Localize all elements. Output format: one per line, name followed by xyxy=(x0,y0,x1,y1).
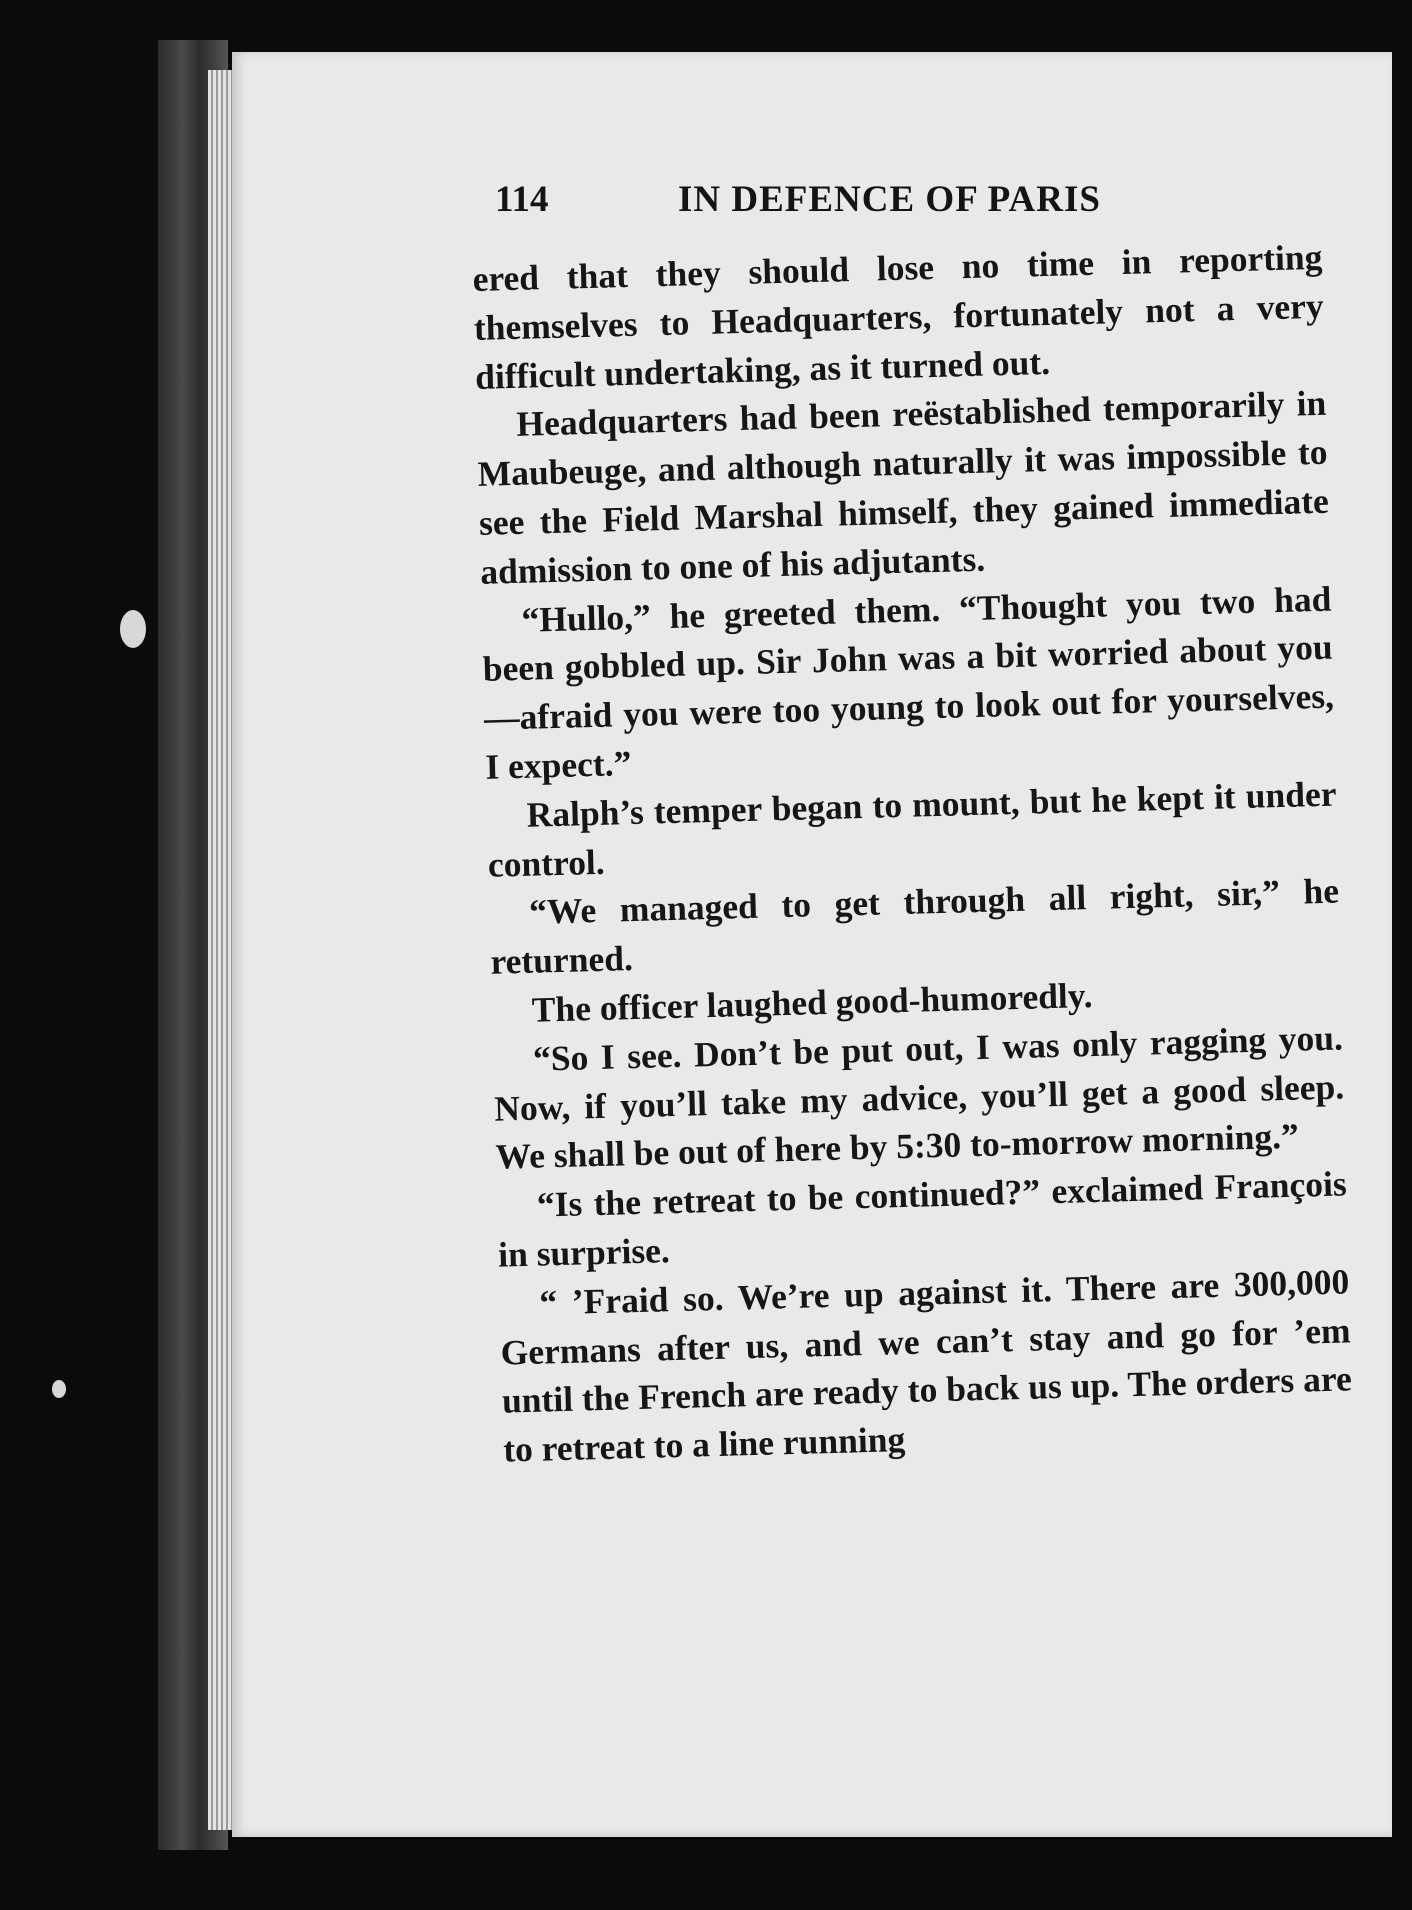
body-text xyxy=(472,233,1354,1475)
paragraph: “ ’Fraid so. We’re up against it. There are 300,000 Germans after us, and we can’t stay and go for ’em until the French are ready to back us up. The orders are to retreat to a line running xyxy=(500,1261,1353,1470)
paragraph: Headquarters had been reëstablished temporarily in Maubeuge, and although naturally it was impossible to see the Field Marshal himself, they gained immediate admission to one of his adjutants. xyxy=(477,383,1330,592)
running-head: IN DEFENCE OF PARIS xyxy=(678,179,1101,220)
paragraph: “Hullo,” he greeted them. “Thought you two had been gobbled up. Sir John was a bit worried about you—afraid you were too young to look out for yourselves, I expect.” xyxy=(482,578,1335,787)
paragraph: “We managed to get through all right, sir,” he returned. xyxy=(489,870,1340,982)
paragraph: “Is the retreat to be continued?” exclaimed François in surprise. xyxy=(497,1163,1348,1275)
dust-speck xyxy=(52,1380,66,1398)
paragraph: Ralph’s temper began to mount, but he kept it under control. xyxy=(487,773,1337,885)
paragraph: ered that they should lose no time in reporting themselves to Headquarters, fortunately not a very difficult undertaking, as it turned out. xyxy=(472,236,1325,397)
page-header xyxy=(495,178,1155,228)
dust-speck xyxy=(120,610,146,648)
page-number: 114 xyxy=(495,179,549,220)
paragraph: The officer laughed good-humoredly. xyxy=(531,974,1093,1030)
paragraph: “So I see. Don’t be put out, I was only ragging you. Now, if you’ll take my advice, you’ll get a good sleep. We shall be out of here by 5:30 to-morrow morning.” xyxy=(493,1017,1345,1178)
